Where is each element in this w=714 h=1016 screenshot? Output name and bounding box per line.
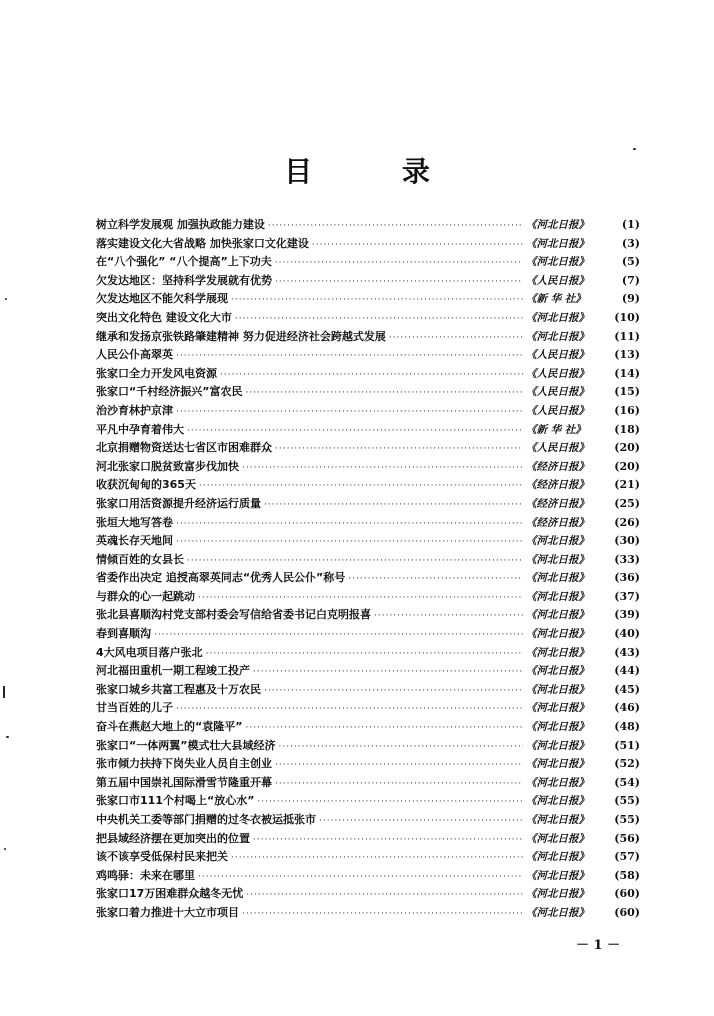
entry-title: 北京捐赠物资送达七省区市困难群众	[96, 441, 272, 455]
entry-page: (60)	[614, 887, 640, 901]
scan-speck	[6, 736, 9, 738]
dot-leader	[231, 291, 523, 310]
toc-entry	[96, 383, 640, 402]
toc-entry	[96, 328, 640, 347]
dot-leader	[235, 310, 523, 329]
entry-source: 《经济日报》	[526, 497, 589, 510]
dot-leader	[187, 422, 523, 441]
entry-source: 《河北日报》	[526, 721, 589, 734]
entry-page: (26)	[614, 515, 640, 529]
entry-page: (7)	[621, 273, 640, 287]
toc-entry	[96, 588, 640, 607]
dot-leader	[220, 366, 523, 385]
entry-source: 《河北日报》	[526, 237, 589, 250]
toc-entry	[96, 811, 640, 830]
entry-source: 《河北日报》	[526, 553, 589, 566]
entry-source: 《河北日报》	[526, 795, 589, 808]
toc-entry	[96, 699, 640, 718]
entry-page: (13)	[614, 348, 640, 362]
dot-leader	[231, 849, 523, 868]
entry-page: (55)	[614, 794, 640, 808]
entry-source: 《经济日报》	[526, 460, 589, 473]
entry-page: (43)	[614, 645, 640, 659]
toc-entry	[96, 755, 640, 774]
entry-title: 中央机关工委等部门捐赠的过冬衣被运抵张市	[96, 813, 316, 826]
dot-leader	[275, 273, 523, 292]
entry-source: 《河北日报》	[526, 776, 589, 789]
toc-entry	[96, 904, 640, 923]
entry-page: (48)	[614, 720, 640, 734]
entry-source: 《新 华 社》	[526, 423, 586, 436]
entry-source: 《河北日报》	[526, 535, 589, 548]
dot-leader	[275, 775, 523, 794]
entry-page: (52)	[614, 757, 640, 771]
entry-title: 张家口“一体两翼”模式壮大县域经济	[96, 738, 276, 752]
entry-title: 英魂长存天地间	[96, 534, 173, 548]
dot-leader	[268, 217, 523, 236]
dot-leader	[278, 738, 523, 757]
entry-title: 把县域经济摆在更加突出的位置	[96, 831, 250, 845]
toc-entry	[96, 644, 640, 663]
entry-source: 《河北日报》	[526, 758, 589, 771]
entry-source: 《河北日报》	[526, 739, 589, 752]
scan-speck	[5, 298, 7, 300]
entry-page: (44)	[614, 664, 640, 678]
entry-title: 树立科学发展观 加强执政能力建设	[96, 218, 265, 231]
dot-leader	[199, 477, 523, 496]
dot-leader	[176, 403, 523, 422]
entry-title: 在“八个强化” “八个提高”上下功夫	[96, 255, 272, 269]
entry-source: 《河北日报》	[526, 832, 589, 845]
entry-source: 《河北日报》	[526, 590, 589, 603]
entry-page: (51)	[614, 738, 640, 752]
entry-source: 《河北日报》	[526, 628, 589, 641]
entry-title: 4大风电项目落户张北	[96, 645, 203, 659]
dot-leader	[245, 384, 523, 403]
entry-title: 收获沉甸甸的365天	[96, 478, 196, 492]
entry-page: (33)	[614, 552, 640, 566]
entry-page: (21)	[614, 478, 640, 492]
toc-entry	[96, 514, 640, 533]
dot-leader	[348, 570, 523, 589]
toc-entry	[96, 681, 640, 700]
entry-page: (46)	[614, 701, 640, 715]
entry-source: 《人民日报》	[526, 386, 589, 399]
entry-page: (37)	[614, 589, 640, 603]
dot-leader	[253, 831, 523, 850]
entry-title: 奋斗在燕赵大地上的“袁隆平”	[96, 720, 243, 734]
toc-entry	[96, 830, 640, 849]
entry-title: 张北县喜顺沟村党支部村委会写信给省委书记白克明报喜	[96, 608, 371, 622]
toc-entry	[96, 774, 640, 793]
toc-entry	[96, 235, 640, 254]
entry-title: 张家口城乡共富工程惠及十万农民	[96, 682, 261, 696]
table-of-contents	[96, 216, 640, 923]
dot-leader	[242, 459, 523, 478]
toc-entry	[96, 439, 640, 458]
dot-leader	[253, 663, 523, 682]
entry-title: 鸡鸣驿：未来在哪里	[96, 868, 195, 882]
entry-title: 张家口17万困难群众越冬无忧	[96, 887, 244, 901]
toc-entry	[96, 476, 640, 495]
entry-source: 《人民日报》	[526, 349, 589, 362]
dot-leader	[176, 347, 523, 366]
toc-entry	[96, 551, 640, 570]
dot-leader	[176, 533, 523, 552]
dot-leader	[176, 700, 523, 719]
entry-source: 《河北日报》	[526, 646, 589, 659]
entry-page: (54)	[614, 775, 640, 789]
entry-title: 人民公仆高翠英	[96, 348, 173, 362]
entry-source: 《经济日报》	[526, 516, 589, 529]
dot-leader	[257, 793, 523, 812]
entry-source: 《河北日报》	[526, 906, 589, 919]
toc-entry	[96, 718, 640, 737]
entry-page: (14)	[614, 366, 640, 380]
entry-page: (1)	[621, 218, 640, 231]
entry-source: 《人民日报》	[526, 367, 589, 380]
toc-entry	[96, 402, 640, 421]
dot-leader	[187, 552, 523, 571]
entry-page: (58)	[614, 868, 640, 882]
entry-title: 春到喜顺沟	[96, 627, 151, 641]
entry-title: 治沙育林护京津	[96, 403, 173, 417]
entry-source: 《河北日报》	[526, 572, 589, 585]
entry-title: 省委作出决定 追授高翠英同志“优秀人民公仆”称号	[96, 571, 346, 585]
page-number: － 1 －	[576, 938, 621, 953]
entry-page: (57)	[614, 850, 640, 864]
entry-source: 《河北日报》	[526, 311, 589, 324]
entry-title: 继承和发扬京张铁路肇建精神 努力促进经济社会跨越式发展	[96, 329, 386, 343]
dot-leader	[389, 329, 523, 348]
scan-speck	[3, 686, 5, 698]
dot-leader	[242, 905, 523, 924]
entry-source: 《河北日报》	[526, 702, 589, 715]
entry-source: 《河北日报》	[526, 330, 589, 343]
entry-title: 突出文化特色 建设文化大市	[96, 310, 232, 324]
dot-leader	[198, 868, 523, 887]
toc-entry	[96, 532, 640, 551]
entry-title: 张市倾力扶持下岗失业人员自主创业	[96, 757, 272, 771]
entry-source: 《河北日报》	[526, 851, 589, 864]
entry-title: 张家口着力推进十大立市项目	[96, 905, 239, 919]
entry-page: (11)	[614, 329, 640, 343]
entry-title: 甘当百姓的儿子	[96, 701, 173, 715]
entry-page: (45)	[614, 682, 640, 696]
toc-entry	[96, 216, 640, 235]
entry-title: 欠发达地区：坚持科学发展就有优势	[96, 273, 272, 287]
entry-title: 平凡中孕育着伟大	[96, 422, 184, 436]
entry-source: 《经济日报》	[526, 479, 589, 492]
toc-entry	[96, 606, 640, 625]
dot-leader	[312, 236, 523, 255]
entry-source: 《河北日报》	[526, 814, 589, 826]
toc-entry	[96, 737, 640, 756]
entry-page: (60)	[614, 905, 640, 919]
toc-entry	[96, 495, 640, 514]
dot-leader	[198, 589, 523, 608]
toc-entry	[96, 867, 640, 886]
entry-title: 河北福田重机一期工程竣工投产	[96, 664, 250, 678]
dot-leader	[319, 812, 523, 831]
toc-entry	[96, 458, 640, 477]
toc-entry	[96, 625, 640, 644]
toc-entry	[96, 365, 640, 384]
dot-leader	[275, 756, 523, 775]
dot-leader	[245, 719, 523, 738]
entry-source: 《河北日报》	[526, 683, 589, 696]
dot-leader	[275, 254, 523, 273]
dot-leader	[176, 515, 523, 534]
entry-title: 欠发达地区不能欠科学展现	[96, 292, 228, 306]
toc-entry	[96, 662, 640, 681]
entry-title: 情倾百姓的女县长	[96, 552, 184, 566]
entry-page: (9)	[621, 292, 640, 306]
toc-entry	[96, 309, 640, 328]
entry-title: 张垣大地写答卷	[96, 515, 173, 529]
entry-page: (30)	[614, 534, 640, 548]
dot-leader	[264, 682, 523, 701]
toc-entry	[96, 848, 640, 867]
dot-leader	[374, 607, 523, 626]
entry-title: 该不该享受低保村民来把关	[96, 850, 228, 864]
entry-source: 《河北日报》	[526, 665, 589, 678]
entry-title: 落实建设文化大省战略 加快张家口文化建设	[96, 236, 309, 250]
entry-source: 《人民日报》	[526, 274, 589, 287]
toc-entry	[96, 569, 640, 588]
entry-title: 张家口全力开发风电资源	[96, 366, 217, 380]
toc-entry	[96, 885, 640, 904]
toc-entry	[96, 253, 640, 272]
entry-source: 《河北日报》	[526, 256, 589, 269]
entry-page: (15)	[614, 385, 640, 399]
entry-page: (25)	[614, 496, 640, 510]
entry-title: 与群众的心一起跳动	[96, 589, 195, 603]
entry-page: (56)	[614, 831, 640, 845]
entry-page: (36)	[614, 571, 640, 585]
entry-page: (39)	[614, 608, 640, 622]
toc-entry	[96, 290, 640, 309]
toc-entry	[96, 792, 640, 811]
entry-source: 《河北日报》	[526, 869, 589, 882]
entry-title: 张家口市111个村喝上“放心水”	[96, 794, 255, 808]
entry-page: (20)	[614, 441, 640, 455]
entry-source: 《人民日报》	[526, 404, 589, 417]
dot-leader	[264, 496, 523, 515]
scan-speck	[4, 848, 6, 850]
dot-leader	[275, 440, 523, 459]
entry-source: 《新 华 社》	[526, 293, 586, 306]
entry-title: 河北张家口脱贫致富步伐加快	[96, 459, 239, 473]
entry-page: (16)	[614, 403, 640, 417]
dot-leader	[154, 626, 523, 645]
entry-title: 张家口“千村经济振兴”富农民	[96, 385, 243, 399]
dot-leader	[206, 645, 523, 664]
entry-title: 张家口用活资源提升经济运行质量	[96, 496, 261, 510]
toc-entry	[96, 272, 640, 291]
entry-page: (20)	[614, 459, 640, 473]
scan-speck	[633, 148, 636, 150]
entry-page: (55)	[614, 813, 640, 826]
entry-page: (18)	[614, 422, 640, 436]
entry-page: (40)	[614, 627, 640, 641]
entry-page: (5)	[621, 255, 640, 269]
entry-source: 《河北日报》	[526, 219, 589, 231]
toc-entry	[96, 346, 640, 365]
entry-source: 《人民日报》	[526, 442, 589, 455]
entry-title: 第五届中国崇礼国际滑雪节隆重开幕	[96, 775, 272, 789]
page-title: 目 录	[284, 155, 470, 188]
entry-page: (3)	[621, 236, 640, 250]
dot-leader	[246, 886, 523, 905]
entry-source: 《河北日报》	[526, 888, 589, 901]
entry-page: (10)	[614, 310, 640, 324]
entry-source: 《河北日报》	[526, 609, 589, 622]
toc-entry	[96, 421, 640, 440]
